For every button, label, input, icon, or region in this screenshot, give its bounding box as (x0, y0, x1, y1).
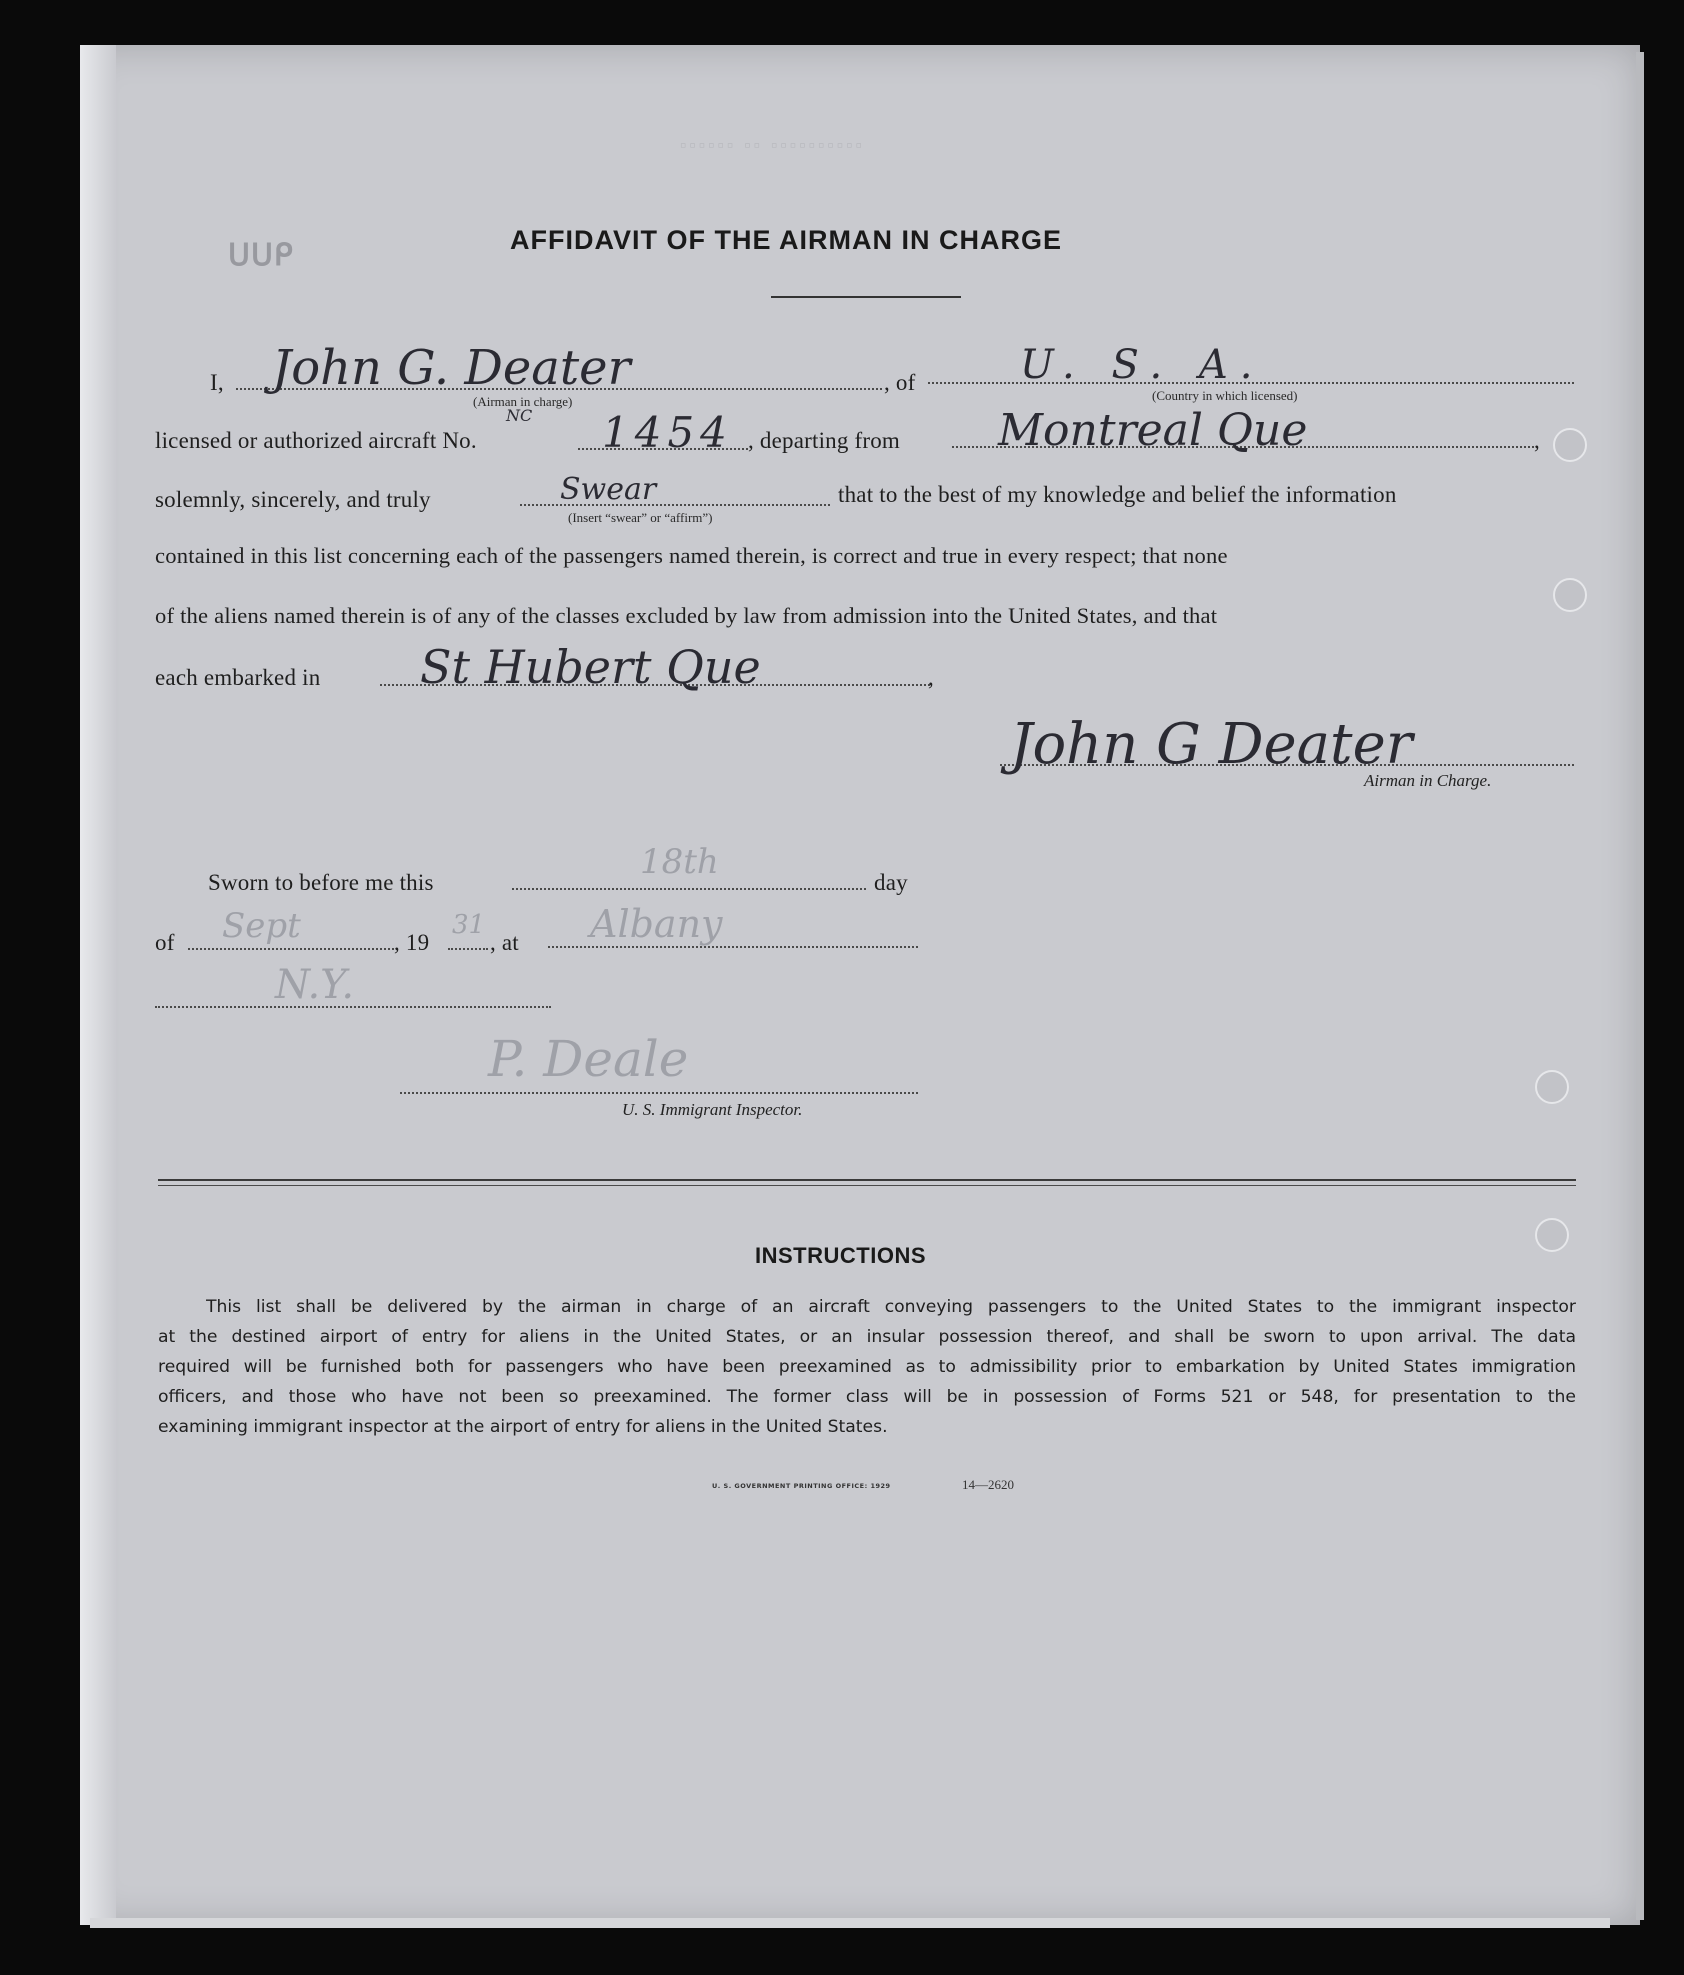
page-edge-right (1636, 52, 1644, 1920)
punch-hole (1553, 578, 1587, 612)
line3-suffix: that to the best of my knowledge and belief the information (838, 482, 1397, 507)
country-handwritten: U. S. A. (1020, 342, 1265, 388)
line1-of: , of (884, 370, 916, 395)
line2-comma: , (1534, 428, 1540, 453)
airman-signature-caption: Airman in Charge. (1364, 771, 1492, 790)
page-edge-left (80, 45, 116, 1925)
instructions-line: examining immigrant inspector at the airport of entry for aliens in the United States. (158, 1417, 888, 1437)
sworn-month-field-line (188, 948, 394, 950)
line6-prefix: each embarked in (155, 665, 321, 690)
section-divider-secondary (158, 1185, 1576, 1186)
sworn-at-handwritten: Albany (590, 902, 723, 946)
aircraft-no-handwritten: 1454 (602, 408, 733, 457)
sworn-year-field-line (448, 948, 488, 950)
inspector-signature-line (400, 1092, 918, 1094)
sworn-month-handwritten: Sept (222, 906, 301, 946)
airman-signature-handwritten: John G Deater (1010, 712, 1413, 777)
line4-text: contained in this list concerning each of the passengers named therein, is correct and true in every respect; that none (155, 543, 1228, 568)
sworn-at-field-line (548, 946, 918, 948)
airman-name-handwritten: John G. Deater (272, 340, 631, 396)
inspector-signature-handwritten: P. Deale (488, 1030, 689, 1088)
jurat-at-word: , at (490, 930, 519, 955)
line6-comma: , (928, 665, 934, 690)
punch-hole (1535, 1218, 1569, 1252)
sworn-place-handwritten: N.Y. (275, 962, 355, 1008)
oath-caption: (Insert “swear” or “affirm”) (568, 510, 713, 525)
jurat-of-word: of (155, 930, 175, 955)
sworn-day-field-line (512, 888, 866, 890)
punch-hole (1535, 1070, 1569, 1104)
instructions-heading: INSTRUCTIONS (755, 1243, 926, 1268)
line2-prefix: licensed or authorized aircraft No. (155, 428, 477, 453)
stamp-mark: ᑌᑌᑭ (228, 239, 294, 272)
jurat-year-prefix: , 19 (394, 930, 430, 955)
instructions-line: at the destined airport of entry for aliens in the United States, or an insular possession thereof, and shall be sworn to upon arrival. The data (158, 1327, 1576, 1347)
title-underline (771, 296, 961, 298)
jurat-day-word: day (874, 870, 908, 895)
country-caption: (Country in which licensed) (1152, 388, 1298, 403)
line2-departing: , departing from (748, 428, 901, 453)
embarked-handwritten: St Hubert Que (420, 640, 761, 694)
line5-text: of the aliens named therein is of any of the classes excluded by law from admission into the United States, and that (155, 603, 1218, 628)
line1-prefix: I, (210, 370, 224, 395)
section-divider (158, 1179, 1576, 1181)
instructions-line: required will be furnished both for passengers who have been preexamined as to admissibility prior to embarkation by United States immigration (158, 1357, 1576, 1377)
departing-handwritten: Montreal Que (998, 405, 1308, 456)
form-number: 14—2620 (962, 1477, 1014, 1492)
airman-caption: (Airman in charge) (473, 394, 573, 409)
line3-prefix: solemnly, sincerely, and truly (155, 487, 431, 512)
oath-handwritten: Swear (560, 472, 657, 507)
sworn-year-handwritten: 31 (452, 910, 486, 940)
inspector-caption: U. S. Immigrant Inspector. (622, 1100, 803, 1119)
sworn-day-handwritten: 18th (640, 842, 719, 882)
jurat-sworn-prefix: Sworn to before me this (208, 870, 434, 895)
instructions-line: officers, and those who have not been so preexamined. The former class will be in possession of Forms 521 or 548, for presentation to the (158, 1387, 1576, 1407)
faint-header-text: ▫▫▫▫▫▫ ▫▫ ▫▫▫▫▫▫▫▫▫▫ (680, 135, 865, 155)
punch-hole (1553, 428, 1587, 462)
printing-office-imprint: U. S. GOVERNMENT PRINTING OFFICE: 1929 (712, 1482, 891, 1490)
form-title: AFFIDAVIT OF THE AIRMAN IN CHARGE (510, 225, 1062, 255)
instructions-line: This list shall be delivered by the airman in charge of an aircraft conveying passengers to the United States to the immigrant inspector (206, 1297, 1576, 1317)
aircraft-no-mark: NC (506, 406, 533, 425)
page-edge-bottom (90, 1918, 1610, 1928)
